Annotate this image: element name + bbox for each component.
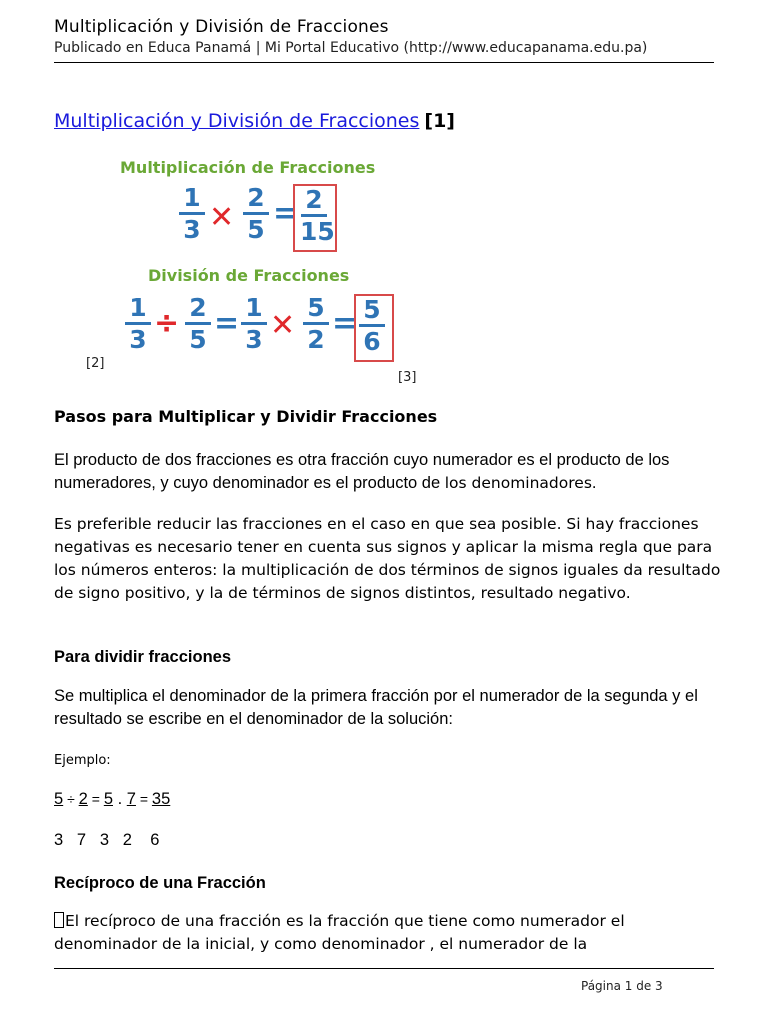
divide-sign-icon: ÷ [154, 306, 180, 341]
div-fraction-c: 1 3 [240, 294, 268, 353]
div-fraction-d: 5 2 [302, 294, 330, 353]
equals-sign-icon: = [214, 306, 240, 341]
multiply-sign-icon: ✕ [209, 200, 235, 235]
paragraph-divide: Se multiplica el denominador de la primera fracción por el numerador de la segunda y el resultado se escribe en el denominador de la solución: [54, 687, 698, 728]
paragraph-reciprocal: El recíproco de una fracción es la fracción que tiene como numerador el denominador de la inicial, y como denominador , el numerador de la [54, 912, 625, 953]
example-line-1: 5 ÷ 2 = 5 . 7 = 35 [54, 790, 171, 808]
paragraph-product: El producto de dos fracciones es otra fracción cuyo numerador es el producto de los numeradores, y cuyo denominador es el producto de los denominadores. [54, 451, 670, 492]
mult-fraction-result: 2 15 [300, 185, 335, 246]
div-fraction-b: 2 5 [184, 294, 212, 353]
image-reference-2[interactable]: [2] [86, 356, 105, 371]
figure-mult-title: Multiplicación de Fracciones [120, 158, 376, 177]
article-title-reference[interactable]: [1] [424, 110, 455, 132]
divide-heading: Para dividir fracciones [54, 648, 231, 666]
page-number: Página 1 de 3 [581, 979, 663, 993]
document-header-title: Multiplicación y División de Fracciones [54, 17, 389, 37]
figure-div-title: División de Fracciones [148, 266, 350, 285]
mult-fraction-b: 2 5 [242, 184, 270, 243]
image-reference-3[interactable]: [3] [398, 370, 417, 385]
multiply-sign-icon: ✕ [270, 308, 296, 343]
example-line-2: 3 7 3 2 6 [54, 831, 160, 849]
example-label: Ejemplo: [54, 753, 111, 768]
reciprocal-heading: Recíproco de una Fracción [54, 874, 266, 892]
article-title [54, 110, 455, 132]
article-title-link[interactable]: Multiplicación y División de Fracciones [54, 110, 420, 132]
div-fraction-result: 5 6 [358, 296, 386, 355]
document-header-source: Publicado en Educa Panamá | Mi Portal Educativo (http://www.educapanama.edu.pa) [54, 40, 648, 56]
missing-glyph-icon [54, 912, 64, 928]
paragraph-signs: Es preferible reducir las fracciones en el caso en que sea posible. Si hay fracciones negativas es necesario tener en cuenta sus signos y aplicar la misma regla que para los números enteros: la multiplicación de dos términos de signos iguales da resultado de signo positivo, y la de términos de signos distintos, resultado negativo. [54, 515, 721, 602]
div-fraction-a: 1 3 [124, 294, 152, 353]
equals-sign-icon: = [332, 306, 358, 341]
section-heading: Pasos para Multiplicar y Dividir Fracciones [54, 407, 438, 426]
fractions-illustration [110, 150, 400, 365]
header-divider [54, 62, 714, 63]
footer-divider [54, 968, 714, 969]
mult-fraction-a: 1 3 [178, 184, 206, 243]
equals-sign-icon: = [273, 196, 299, 231]
